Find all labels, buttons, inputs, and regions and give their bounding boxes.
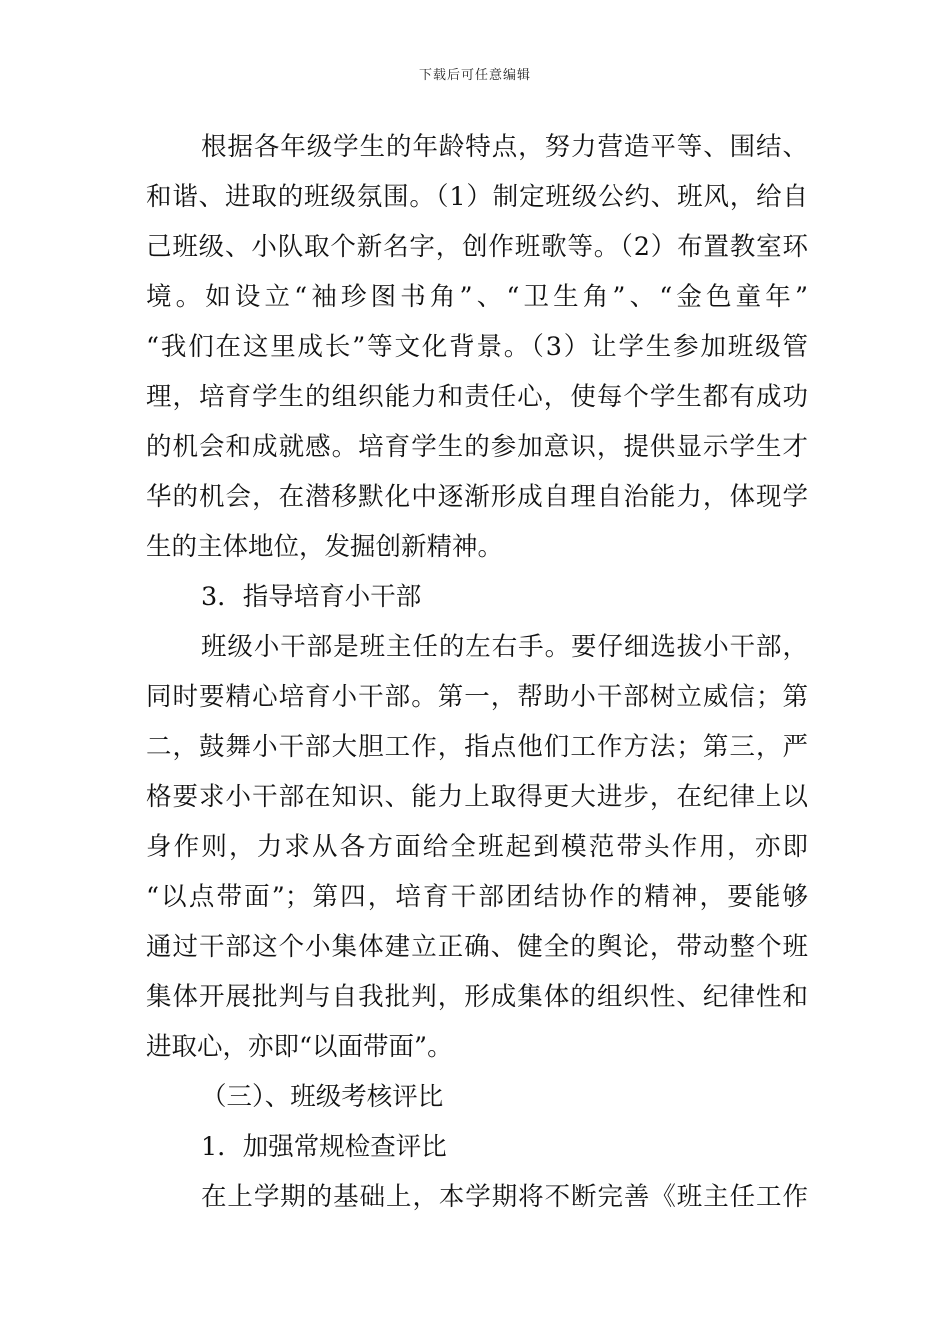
text-line: 班级小干部是班主任的左右手。要仔细选拔小干部， [201,632,808,662]
text-line: 理，培育学生的组织能力和责任心，使每个学生都有成功 [146,382,808,412]
text-line: 通过干部这个小集体建立正确、健全的舆论，带动整个班 [146,932,808,962]
text-line: 和谐、进取的班级氛围。（1）制定班级公约、班风，给自 [146,182,808,212]
text-line: 1．加强常规检查评比 [201,1132,447,1162]
text-line: 华的机会，在潜移默化中逐渐形成自理自治能力，体现学 [146,482,808,512]
text-line: “以点带面”；第四，培育干部团结协作的精神，要能够 [146,882,808,912]
text-line: 进取心，亦即“以面带面”。 [146,1032,453,1062]
text-line: （三）、班级考核评比 [201,1082,444,1112]
text-line: 生的主体地位，发掘创新精神。 [146,532,504,562]
document-body [146,122,808,1222]
text-line: 己班级、小队取个新名字，创作班歌等。（2）布置教室环 [146,232,808,262]
text-line: 格要求小干部在知识、能力上取得更大进步，在纪律上以 [146,782,808,812]
page-header: 下载后可任意编辑 [418,68,531,83]
text-line: 同时要精心培育小干部。第一，帮助小干部树立威信；第 [146,682,808,712]
text-line: 集体开展批判与自我批判，形成集体的组织性、纪律性和 [146,982,808,1012]
text-line: 二，鼓舞小干部大胆工作，指点他们工作方法；第三，严 [146,732,808,762]
text-line: 根据各年级学生的年龄特点，努力营造平等、围结、 [201,132,808,162]
text-line: 3．指导培育小干部 [201,582,422,612]
text-line: 身作则，力求从各方面给全班起到模范带头作用，亦即 [146,832,808,862]
text-line: 在上学期的基础上，本学期将不断完善《班主任工作 [201,1182,808,1212]
text-line: 境。如设立“袖珍图书角”、“卫生角”、“金色童年” [146,282,808,312]
text-line: 的机会和成就感。培育学生的参加意识，提供显示学生才 [146,432,808,462]
text-line: “我们在这里成长”等文化背景。（3）让学生参加班级管 [146,332,808,362]
